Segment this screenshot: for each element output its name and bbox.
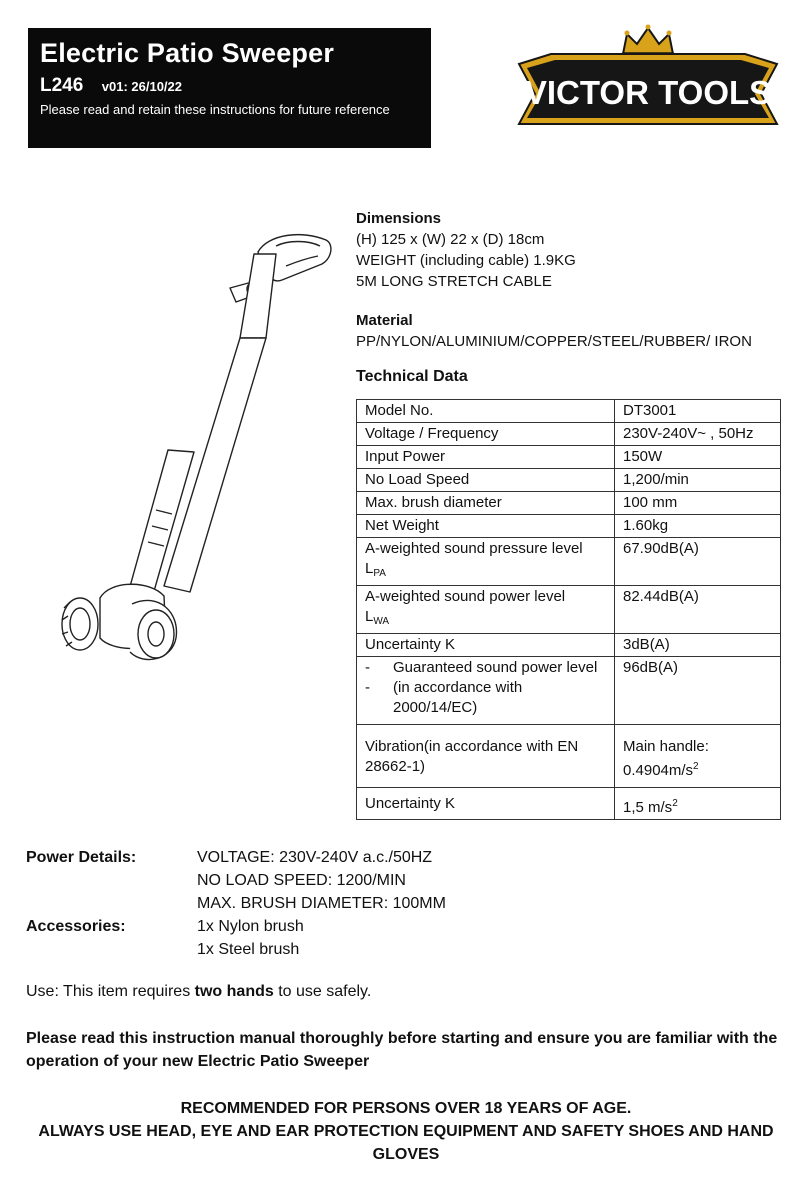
value-text: 1,5 m/s	[623, 799, 673, 816]
table-row	[357, 423, 781, 446]
material-heading: Material	[356, 312, 413, 329]
table-row	[357, 657, 781, 725]
table-row	[357, 400, 781, 423]
dimensions-heading: Dimensions	[356, 210, 442, 227]
crown-icon	[623, 25, 673, 59]
manual-note: Please read this instruction manual thoroughly before starting and ensure you are familiar with the operation of your new Electric Patio Sweeper	[26, 1030, 778, 1070]
use-suffix: to use safely.	[273, 983, 372, 1000]
accessories-row	[26, 915, 786, 961]
power-details-row	[26, 846, 786, 915]
logo-text: VICTOR TOOLS	[524, 74, 772, 111]
use-instruction	[26, 983, 371, 1001]
table-cell-value: 1.60kg	[615, 515, 781, 538]
accessories-label: Accessories:	[26, 918, 126, 935]
table-cell-value: 230V-240V~ , 50Hz	[615, 423, 781, 446]
table-cell-label	[357, 586, 615, 634]
table-cell-value: 150W	[615, 446, 781, 469]
power-details-values	[197, 846, 446, 915]
table-cell-label: Voltage / Frequency	[357, 423, 615, 446]
table-cell-label: Model No.	[357, 400, 615, 423]
table-cell-label: Max. brush diameter	[357, 492, 615, 515]
bullet-line: - Guaranteed sound power level	[365, 659, 598, 676]
power-details-block	[26, 846, 786, 961]
value-superscript: 2	[672, 798, 678, 809]
table-cell-value: 96dB(A)	[615, 657, 781, 725]
header-code-row	[40, 75, 419, 97]
header-box	[28, 28, 431, 148]
label-text: A-weighted sound power level	[365, 588, 566, 605]
power-details-label: Power Details:	[26, 849, 137, 866]
table-row	[357, 725, 781, 788]
table-cell-label: Vibration(in accordance with EN 28662-1)	[357, 725, 615, 788]
use-prefix: Use: This item requires	[26, 983, 195, 1000]
table-cell-label: Uncertainty K	[357, 788, 615, 820]
value-superscript: 2	[693, 761, 699, 772]
power-detail-line: MAX. BRUSH DIAMETER: 100MM	[197, 895, 446, 912]
table-cell-label: Input Power	[357, 446, 615, 469]
label-subscript: PA	[373, 568, 386, 579]
accessory-line: 1x Nylon brush	[197, 918, 304, 935]
table-cell-value: DT3001	[615, 400, 781, 423]
table-cell-label: Net Weight	[357, 515, 615, 538]
table-cell-value	[615, 725, 781, 788]
table-row	[357, 586, 781, 634]
product-code: L246	[40, 75, 84, 96]
technical-data-heading: Technical Data	[356, 368, 468, 385]
table-row	[357, 634, 781, 657]
victor-tools-logo	[515, 20, 781, 132]
retain-note: Please read and retain these instructions for future reference	[40, 102, 390, 117]
accessory-line: 1x Steel brush	[197, 941, 300, 958]
bullet-text: (in accordance with 2000/14/EC)	[393, 679, 523, 716]
table-cell-value: 3dB(A)	[615, 634, 781, 657]
bullet-line: - (in accordance with 2000/14/EC)	[365, 678, 606, 718]
bullet-text: Guaranteed sound power level	[393, 659, 598, 676]
technical-data-table	[356, 399, 781, 820]
table-cell-value: 100 mm	[615, 492, 781, 515]
material-value: PP/NYLON/ALUMINIUM/COPPER/STEEL/RUBBER/ IRON	[356, 333, 752, 350]
safety-warning	[26, 1097, 786, 1166]
table-cell-value: 67.90dB(A)	[615, 538, 781, 586]
label-symbol: $L_{WA}$	[365, 608, 390, 627]
power-detail-line: NO LOAD SPEED: 1200/MIN	[197, 872, 406, 889]
warning-line: RECOMMENDED FOR PERSONS OVER 18 YEARS OF AGE.	[180, 1100, 632, 1117]
table-cell-label	[357, 538, 615, 586]
table-cell-value: 1,200/min	[615, 469, 781, 492]
warning-line: ALWAYS USE HEAD, EYE AND EAR PROTECTION EQUIPMENT AND SAFETY SHOES AND HAND GLOVES	[38, 1123, 774, 1163]
table-cell-value: 82.44dB(A)	[615, 586, 781, 634]
label-subscript: WA	[373, 616, 390, 627]
table-cell-label: No Load Speed	[357, 469, 615, 492]
value-text: Main handle: 0.4904m/s	[623, 738, 709, 779]
dimensions-line: (H) 125 x (W) 22 x (D) 18cm	[356, 231, 545, 248]
power-detail-line: VOLTAGE: 230V-240V a.c./50HZ	[197, 849, 433, 866]
version-label: v01: 26/10/22	[101, 79, 182, 94]
table-cell-label	[357, 657, 615, 725]
table-row	[357, 538, 781, 586]
patio-sweeper-illustration	[40, 220, 340, 680]
dimensions-line: WEIGHT (including cable) 1.9KG	[356, 252, 576, 269]
accessories-values	[197, 915, 304, 961]
table-row	[357, 788, 781, 820]
table-row	[357, 469, 781, 492]
table-cell-value	[615, 788, 781, 820]
table-cell-label: Uncertainty K	[357, 634, 615, 657]
document-title: Electric Patio Sweeper	[40, 38, 335, 68]
dimensions-line: 5M LONG STRETCH CABLE	[356, 273, 552, 290]
label-text: A-weighted sound pressure level	[365, 540, 583, 557]
table-row	[357, 446, 781, 469]
table-row	[357, 515, 781, 538]
label-symbol: $L_{PA}$	[365, 560, 386, 579]
use-emphasis: two hands	[194, 983, 274, 1000]
table-row	[357, 492, 781, 515]
spec-block	[356, 208, 786, 387]
